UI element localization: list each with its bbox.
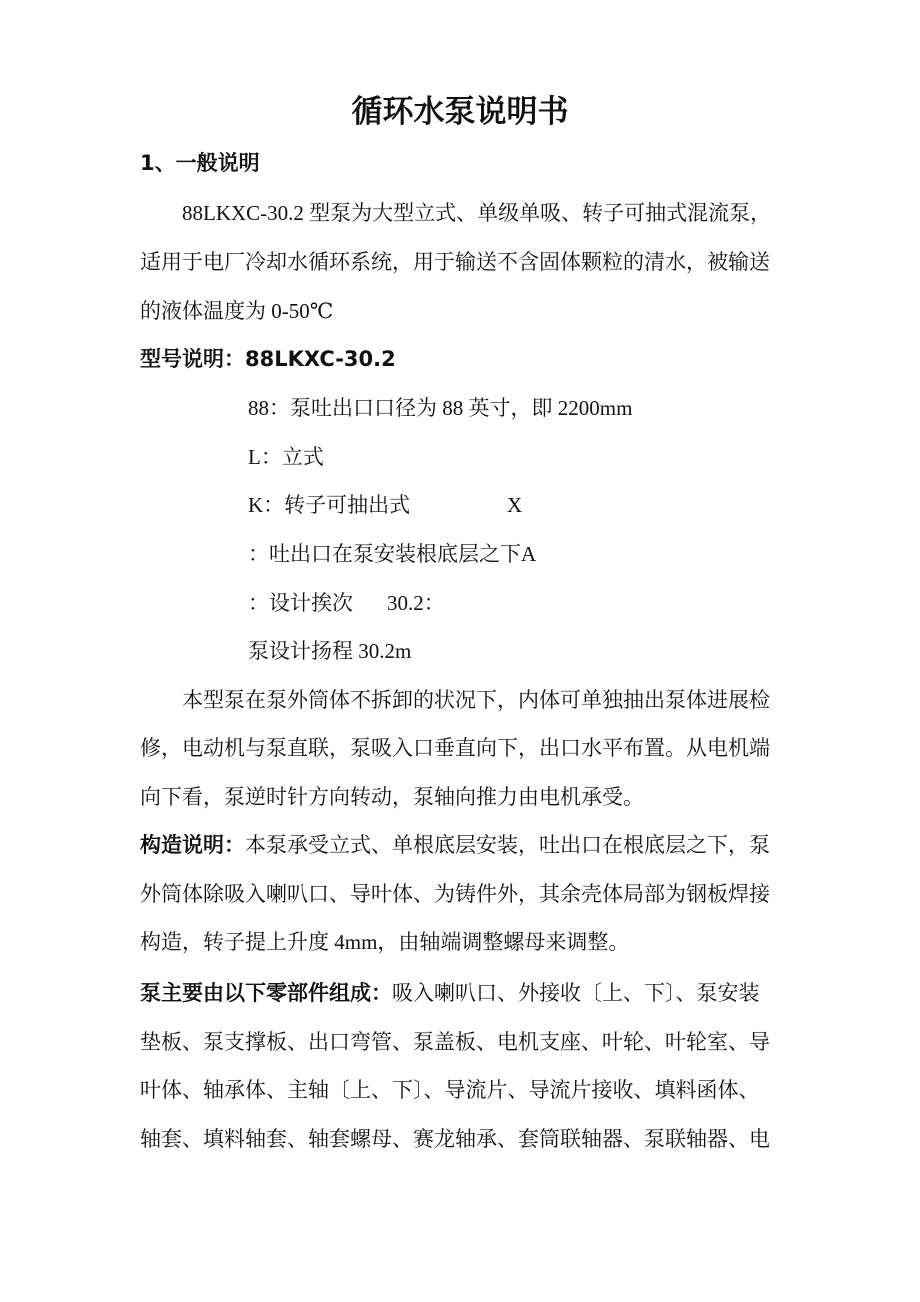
paragraph-line: 垫板、泵支撑板、出口弯管、泵盖板、电机支座、叶轮、叶轮室、导 bbox=[140, 1030, 770, 1054]
paragraph-line: 88LKXC-30.2 型泵为大型立式、单级单吸、转子可抽式混流泵， bbox=[182, 201, 772, 225]
paragraph-line: 适用于电厂冷却水循环系统，用于输送不含固体颗粒的清水，被输送 bbox=[140, 250, 770, 274]
structure-text: 本泵承受立式、单根底层安装，吐出口在根底层之下，泵 bbox=[245, 833, 770, 857]
model-value: 88LKXC-30.2 bbox=[245, 347, 396, 371]
paragraph-line: 修，电动机与泵直联，泵吸入口垂直向下，出口水平布置。从电机端 bbox=[140, 736, 770, 760]
paragraph-line: 叶体、轴承体、主轴〔上、下〕、导流片、导流片接收、填料函体、 bbox=[140, 1078, 760, 1102]
model-item: X bbox=[507, 493, 523, 517]
model-item: ：设计挨次 bbox=[248, 591, 353, 615]
paragraph-line: 外筒体除吸入喇叭口、导叶体、为铸件外，其余壳体局部为钢板焊接 bbox=[140, 882, 770, 906]
paragraph-line: 构造，转子提上升度 4mm，由轴端调整螺母来调整。 bbox=[140, 930, 630, 954]
structure-line bbox=[140, 832, 770, 858]
parts-text: 吸入喇叭口、外接收〔上、下〕、泵安装 bbox=[392, 981, 760, 1005]
paragraph-line: 向下看，泵逆时针方向转动，泵轴向推力由电机承受。 bbox=[140, 785, 644, 809]
section-heading-general: 1、一般说明 bbox=[140, 151, 260, 175]
parts-line bbox=[140, 980, 760, 1006]
model-line bbox=[140, 346, 396, 372]
model-item: ：吐出口在泵安装根底层之下A bbox=[248, 542, 537, 566]
document-title: 循环水泵说明书 bbox=[351, 94, 569, 130]
paragraph-line: 的液体温度为 0-50℃ bbox=[140, 299, 334, 323]
model-item: 30.2： bbox=[387, 591, 445, 615]
parts-label: 泵主要由以下零部件组成： bbox=[140, 981, 392, 1005]
model-label: 型号说明： bbox=[140, 347, 245, 371]
model-item: L：立式 bbox=[248, 445, 324, 469]
model-item: 泵设计扬程 30.2m bbox=[248, 639, 412, 663]
paragraph-line: 轴套、填料轴套、轴套螺母、赛龙轴承、套筒联轴器、泵联轴器、电 bbox=[140, 1127, 770, 1151]
model-item: K：转子可抽出式 bbox=[248, 493, 411, 517]
structure-label: 构造说明： bbox=[140, 833, 245, 857]
paragraph-line: 本型泵在泵外筒体不拆卸的状况下，内体可单独抽出泵体进展检 bbox=[182, 688, 770, 712]
model-item: 88：泵吐出口口径为 88 英寸，即 2200mm bbox=[248, 396, 633, 420]
